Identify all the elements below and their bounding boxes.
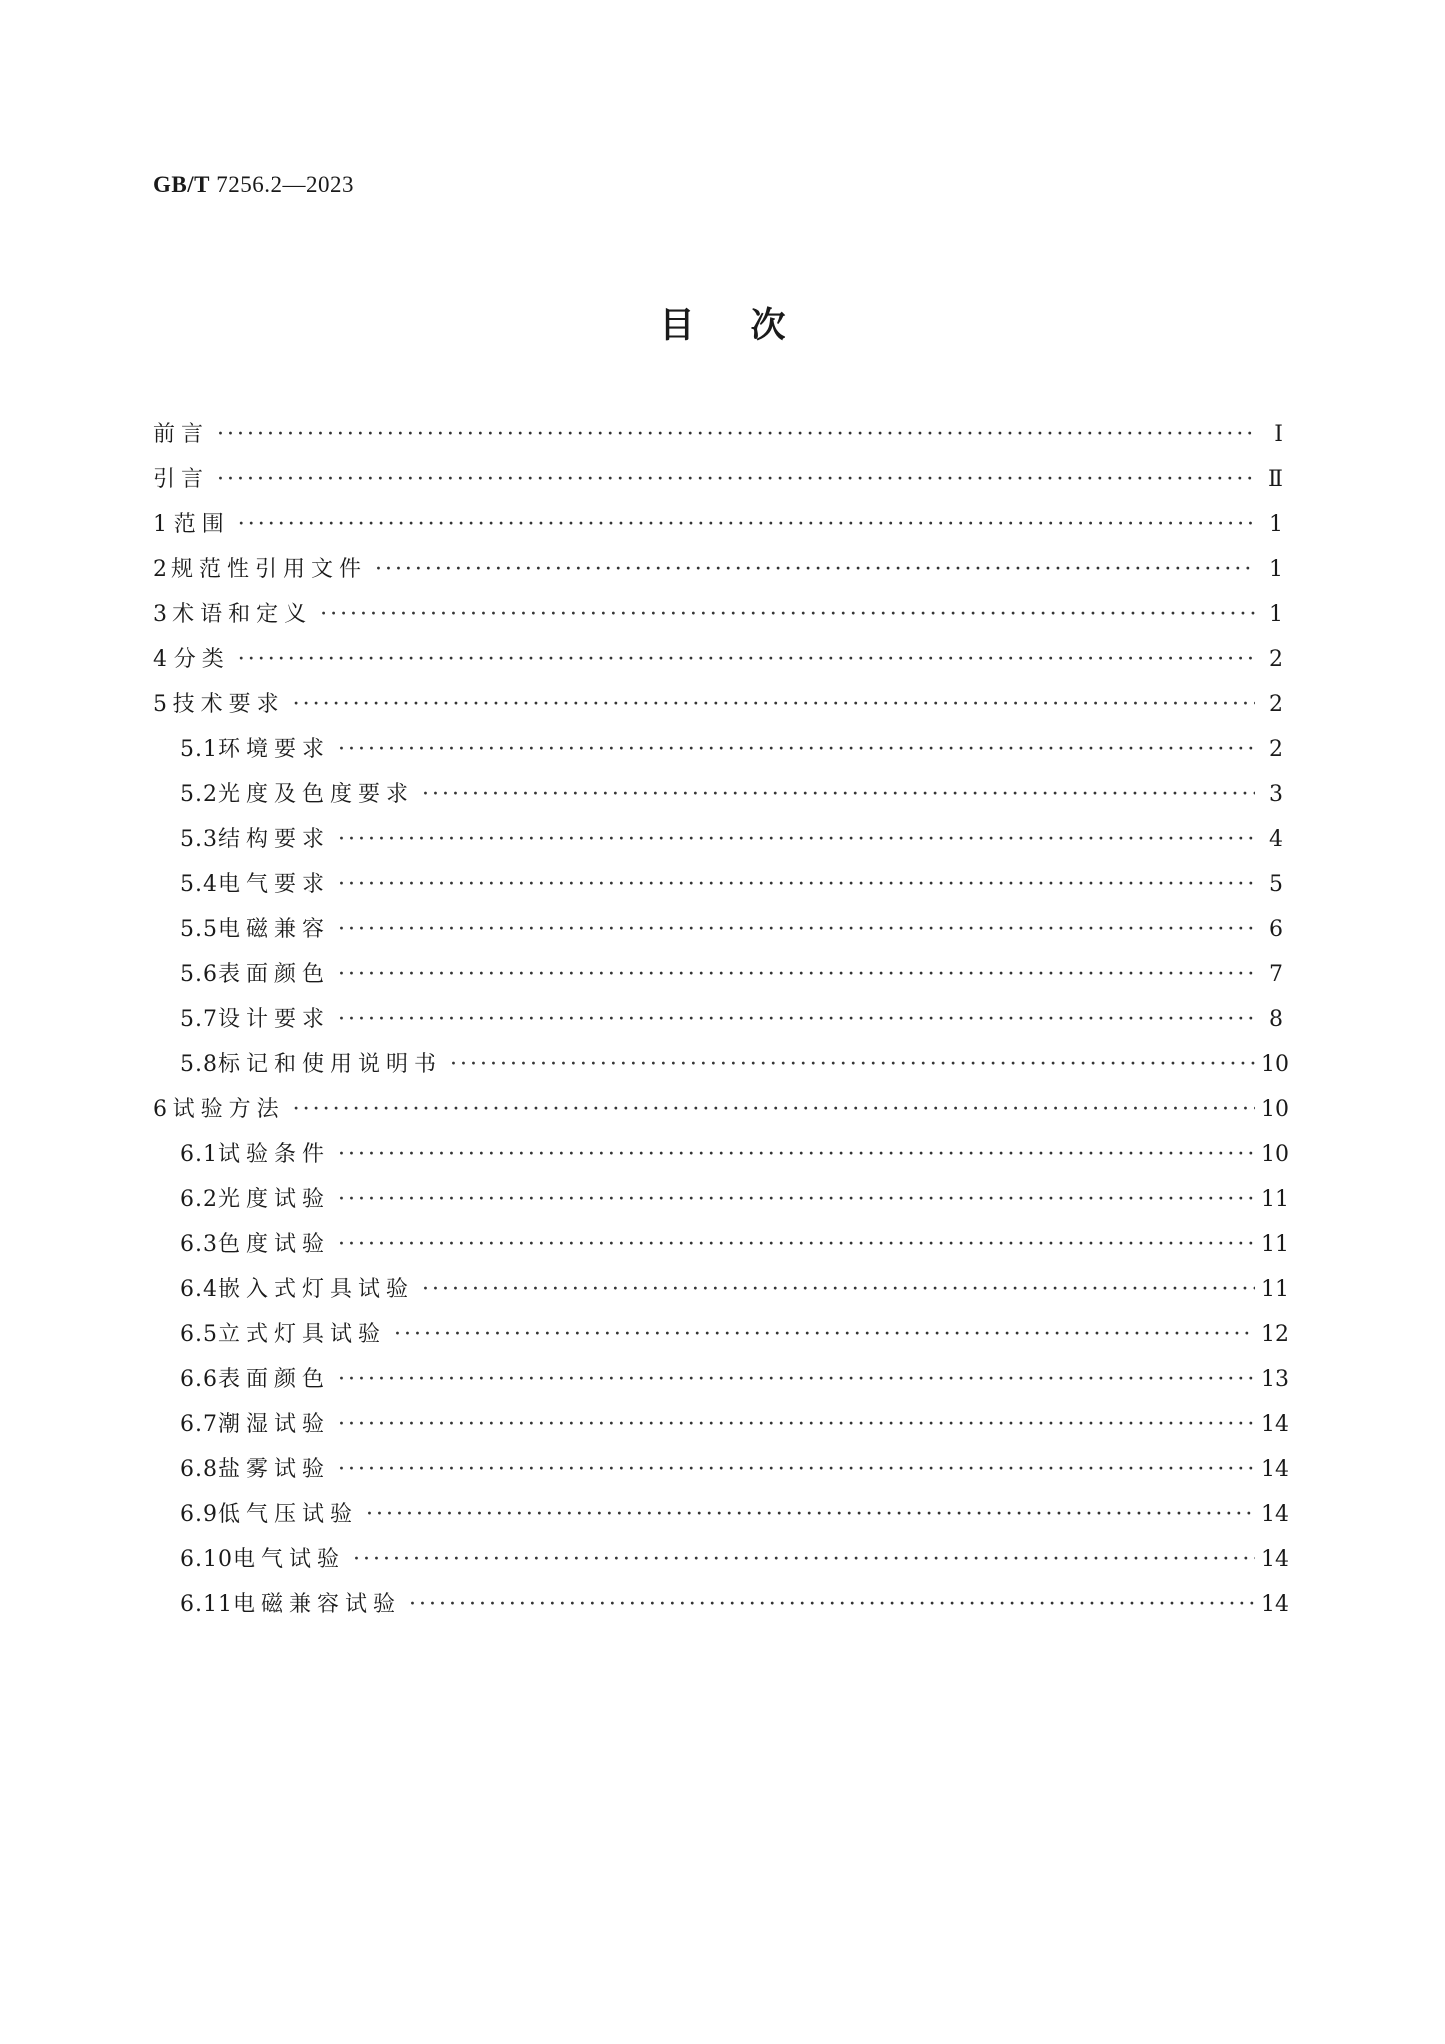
toc-entry-page: 11 — [1261, 1232, 1289, 1257]
toc-entry-page: 3 — [1269, 782, 1283, 807]
toc-entry[interactable] — [153, 547, 1283, 592]
toc-dot-leader — [338, 862, 1255, 907]
toc-dot-leader — [217, 457, 1255, 502]
toc-entry-number: 5.7 — [180, 1007, 218, 1032]
toc-entry-title: 嵌入式灯具试验 — [218, 1277, 415, 1302]
toc-entry-page: 1 — [1269, 512, 1283, 537]
toc-entry[interactable] — [153, 1312, 1289, 1357]
toc-entry-page: 14 — [1261, 1592, 1289, 1617]
toc-entry-page: 14 — [1261, 1502, 1289, 1527]
standard-prefix: GB/T — [153, 172, 210, 197]
toc-entry-number: 5.1 — [180, 737, 218, 762]
toc-entry[interactable] — [153, 1267, 1289, 1312]
toc-dot-leader — [338, 727, 1255, 772]
toc-entry-page: Ⅰ — [1274, 422, 1283, 447]
toc-entry-page: 14 — [1261, 1412, 1289, 1437]
toc-entry[interactable] — [153, 457, 1283, 502]
toc-entry-number: 6.2 — [180, 1187, 218, 1212]
toc-dot-leader — [338, 1132, 1255, 1177]
table-of-contents — [153, 412, 1289, 1627]
toc-dot-leader — [338, 1222, 1255, 1267]
toc-entry-page: 6 — [1269, 917, 1283, 942]
standard-number: 7256.2—2023 — [216, 172, 354, 197]
toc-entry-page: 5 — [1269, 872, 1283, 897]
toc-dot-leader — [394, 1312, 1255, 1357]
toc-entry-number: 6 — [153, 1097, 168, 1122]
toc-entry-title: 结构要求 — [218, 827, 331, 852]
toc-entry-page: 2 — [1269, 647, 1283, 672]
toc-entry-title: 环境要求 — [218, 737, 331, 762]
toc-entry[interactable] — [153, 592, 1283, 637]
toc-entry-number: 6.4 — [180, 1277, 218, 1302]
toc-entry-number: 5.6 — [180, 962, 218, 987]
toc-entry-page: 10 — [1261, 1052, 1289, 1077]
toc-entry-page: 4 — [1269, 827, 1283, 852]
toc-entry-title: 技术要求 — [172, 692, 285, 717]
toc-entry[interactable] — [153, 727, 1283, 772]
toc-entry-page: 1 — [1269, 602, 1283, 627]
toc-dot-leader — [366, 1492, 1255, 1537]
toc-entry-title: 低气压试验 — [218, 1502, 359, 1527]
toc-entry[interactable] — [153, 682, 1283, 727]
toc-dot-leader — [338, 1177, 1255, 1222]
toc-dot-leader — [293, 682, 1255, 727]
toc-entry-title: 电气要求 — [218, 872, 331, 897]
toc-dot-leader — [293, 1087, 1255, 1132]
toc-entry-number: 5.8 — [180, 1052, 218, 1077]
toc-entry[interactable] — [153, 1402, 1289, 1447]
toc-dot-leader — [320, 592, 1255, 637]
toc-entry-page: 12 — [1261, 1322, 1289, 1347]
toc-entry-page: 14 — [1261, 1457, 1289, 1482]
toc-entry[interactable] — [153, 1582, 1289, 1627]
toc-entry-title: 前言 — [153, 422, 210, 447]
toc-entry-number: 1 — [153, 512, 168, 537]
toc-entry-number: 6.3 — [180, 1232, 218, 1257]
toc-dot-leader — [422, 1267, 1255, 1312]
toc-entry-title: 立式灯具试验 — [218, 1322, 387, 1347]
toc-entry-page: 7 — [1269, 962, 1283, 987]
standard-code — [153, 172, 354, 198]
toc-entry-title: 电气试验 — [232, 1547, 345, 1572]
toc-entry[interactable] — [153, 1222, 1289, 1267]
toc-entry-number: 6.9 — [180, 1502, 218, 1527]
toc-entry-title: 引言 — [153, 467, 210, 492]
toc-entry[interactable] — [153, 1087, 1289, 1132]
toc-entry-number: 4 — [153, 647, 168, 672]
toc-entry-page: 13 — [1261, 1367, 1289, 1392]
toc-entry[interactable] — [153, 1447, 1289, 1492]
toc-dot-leader — [338, 952, 1255, 997]
toc-entry[interactable] — [153, 772, 1283, 817]
toc-entry-page: Ⅱ — [1268, 467, 1283, 492]
toc-entry-number: 2 — [153, 557, 168, 582]
toc-entry-page: 11 — [1261, 1277, 1289, 1302]
toc-entry-number: 6.6 — [180, 1367, 218, 1392]
toc-entry[interactable] — [153, 1537, 1289, 1582]
toc-entry-title: 电磁兼容试验 — [232, 1592, 401, 1617]
toc-dot-leader — [338, 997, 1255, 1042]
toc-entry-page: 11 — [1261, 1187, 1289, 1212]
toc-entry[interactable] — [153, 1042, 1289, 1087]
toc-entry-number: 3 — [153, 602, 168, 627]
toc-entry[interactable] — [153, 1492, 1289, 1537]
toc-entry-title: 范围 — [173, 512, 230, 537]
toc-entry[interactable] — [153, 997, 1283, 1042]
toc-entry-title: 电磁兼容 — [218, 917, 331, 942]
toc-entry-number: 6.1 — [180, 1142, 218, 1167]
toc-entry-number: 5.5 — [180, 917, 218, 942]
toc-entry-title: 标记和使用说明书 — [218, 1052, 443, 1077]
toc-entry-title: 试验方法 — [172, 1097, 285, 1122]
toc-entry-number: 5.4 — [180, 872, 218, 897]
toc-entry-page: 8 — [1269, 1007, 1283, 1032]
toc-entry-title: 术语和定义 — [172, 602, 313, 627]
toc-entry-title: 规范性引用文件 — [170, 557, 367, 582]
toc-entry[interactable] — [153, 907, 1283, 952]
toc-entry-title: 分类 — [173, 647, 230, 672]
toc-entry-title: 设计要求 — [218, 1007, 331, 1032]
toc-entry-number: 6.10 — [180, 1547, 233, 1572]
toc-dot-leader — [353, 1537, 1255, 1582]
toc-entry-number: 6.5 — [180, 1322, 218, 1347]
toc-dot-leader — [450, 1042, 1255, 1087]
page-title: 目次 — [659, 306, 842, 346]
toc-dot-leader — [422, 772, 1255, 817]
toc-entry-number: 5 — [153, 692, 168, 717]
toc-entry-page: 10 — [1261, 1142, 1289, 1167]
toc-entry[interactable] — [153, 817, 1283, 862]
toc-entry[interactable] — [153, 1132, 1289, 1177]
toc-entry-number: 5.2 — [180, 782, 218, 807]
toc-entry[interactable] — [153, 1357, 1289, 1402]
toc-entry[interactable] — [153, 502, 1283, 547]
toc-entry-title: 试验条件 — [218, 1142, 331, 1167]
toc-dot-leader — [375, 547, 1255, 592]
toc-dot-leader — [338, 1447, 1255, 1492]
toc-entry[interactable] — [153, 637, 1283, 682]
toc-entry-title: 表面颜色 — [218, 1367, 331, 1392]
toc-entry-title: 光度及色度要求 — [218, 782, 415, 807]
toc-dot-leader — [338, 907, 1255, 952]
toc-dot-leader — [238, 637, 1255, 682]
toc-dot-leader — [338, 1402, 1255, 1447]
toc-entry[interactable] — [153, 1177, 1289, 1222]
toc-dot-leader — [238, 502, 1255, 547]
toc-entry-number: 5.3 — [180, 827, 218, 852]
toc-dot-leader — [338, 817, 1255, 862]
toc-entry[interactable] — [153, 412, 1283, 457]
toc-dot-leader — [217, 412, 1255, 457]
toc-dot-leader — [409, 1582, 1255, 1627]
toc-entry-number: 6.7 — [180, 1412, 218, 1437]
toc-entry-page: 1 — [1269, 557, 1283, 582]
toc-entry[interactable] — [153, 862, 1283, 907]
toc-entry-page: 2 — [1269, 692, 1283, 717]
toc-entry-number: 6.8 — [180, 1457, 218, 1482]
toc-entry-title: 潮湿试验 — [218, 1412, 331, 1437]
toc-entry-title: 盐雾试验 — [218, 1457, 331, 1482]
toc-entry-page: 10 — [1261, 1097, 1289, 1122]
toc-entry[interactable] — [153, 952, 1283, 997]
toc-entry-page: 2 — [1269, 737, 1283, 762]
toc-entry-page: 14 — [1261, 1547, 1289, 1572]
toc-dot-leader — [338, 1357, 1255, 1402]
toc-entry-title: 表面颜色 — [218, 962, 331, 987]
toc-entry-title: 光度试验 — [218, 1187, 331, 1212]
toc-entry-number: 6.11 — [180, 1592, 233, 1617]
toc-entry-title: 色度试验 — [218, 1232, 331, 1257]
